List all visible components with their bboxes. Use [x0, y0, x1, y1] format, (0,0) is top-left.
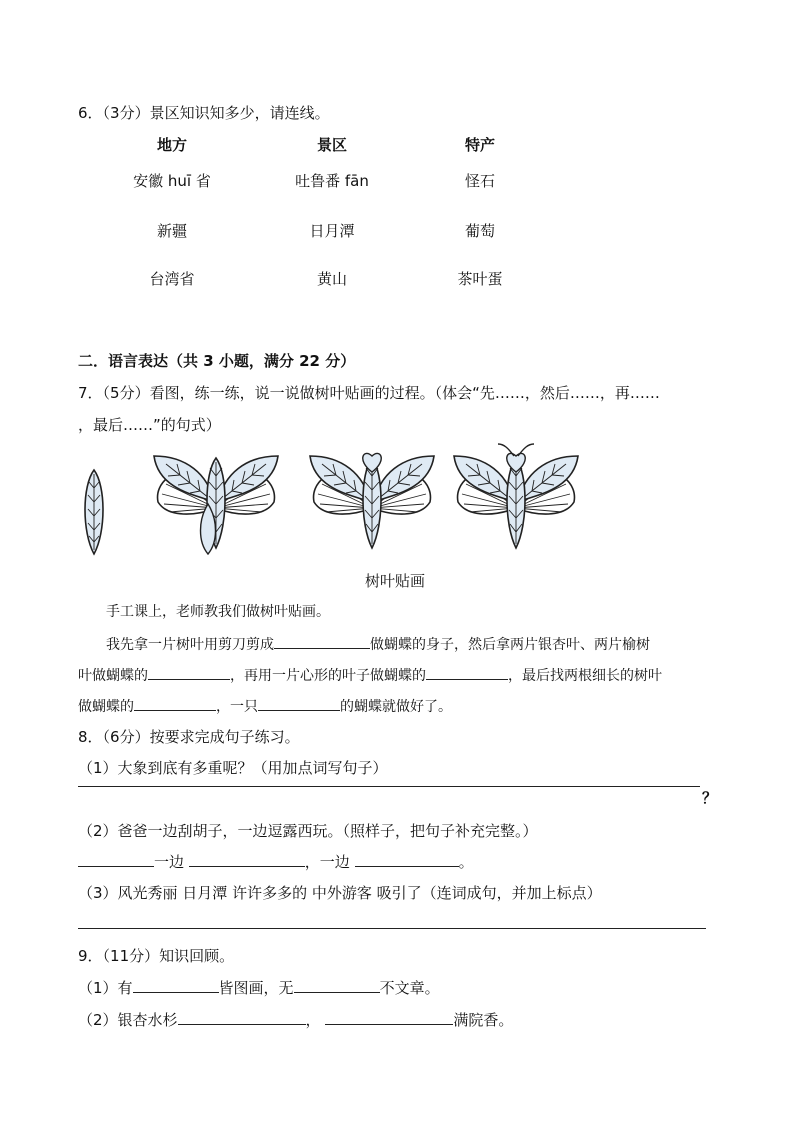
q9-s2-text-b: ， [305, 1011, 321, 1029]
q9-s1-text-b: 皆图画，无 [218, 979, 294, 997]
q8-sentence1: （1）大象到底有多重呢？（用加点词写句子） [78, 759, 388, 777]
q6-scenic-sunmoonlake: 日月潭 [309, 222, 355, 240]
q6-title: 6．（3分）景区知识知多少，请连线。 [78, 104, 330, 122]
section2-title: 二．语言表达（共 3 小题，满分 22 分） [78, 352, 356, 370]
q7-title-line1: 7．（5分）看图，练一练，说一说做树叶贴画的过程。（体会“先……，然后……，再…… [78, 384, 660, 402]
q7-paragraph-line1 [106, 632, 650, 654]
q6-place-anhui: 安徽 huī 省 [133, 172, 211, 190]
q8-s2-text-c: 。 [458, 853, 474, 871]
q8-title: 8．（6分）按要求完成句子练习。 [78, 728, 300, 746]
butterfly-step-3 [310, 453, 434, 548]
leaf-step-1 [85, 470, 103, 554]
q6-scenic-turpan: 吐鲁番 fān [295, 172, 369, 190]
q8-sentence2: （2）爸爸一边刮胡子，一边逗露西玩。（照样子，把句子补充完整。） [78, 822, 538, 840]
q9-s2-text-a: （2）银杏水杉 [78, 1011, 178, 1029]
q7-paragraph-line2 [78, 663, 662, 685]
q6-specialty-rocks: 怪石 [464, 172, 495, 190]
q6-header-place: 地方 [156, 136, 187, 154]
q7-blank-antennae[interactable] [134, 694, 216, 711]
q7-title-line2: ，最后……”的句式） [78, 416, 221, 434]
q7-blank-shape[interactable] [274, 632, 370, 649]
q7-blank-wings[interactable] [148, 663, 230, 680]
q7-p1-text-b: 做蝴蝶的身子，然后拿两片银杏叶、两片榆树 [370, 637, 650, 653]
q6-scenic-huangshan: 黄山 [316, 270, 347, 288]
q8-blank-subject[interactable] [78, 850, 154, 867]
q9-s1-text-c: 不文章。 [379, 979, 440, 997]
q7-p3-text-a: 做蝴蝶的 [78, 699, 134, 715]
q7-intro: 手工课上，老师教我们做树叶贴画。 [106, 604, 330, 620]
q6-place-taiwan: 台湾省 [149, 270, 195, 288]
q9-blank-2b[interactable] [325, 1008, 453, 1025]
q6-place-xinjiang: 新疆 [156, 222, 187, 240]
q9-blank-1b[interactable] [294, 976, 380, 993]
q8-blank-action1[interactable] [189, 850, 305, 867]
q7-p2-text-b: ，再用一片心形的叶子做蝴蝶的 [230, 668, 426, 684]
q7-blank-adjective[interactable] [258, 694, 340, 711]
butterfly-step-2 [154, 456, 278, 554]
q9-blank-1a[interactable] [133, 976, 219, 993]
q8-sentence1-question-mark: ？ [702, 789, 718, 807]
q8-s2-text-b: ，一边 [304, 853, 350, 871]
q9-item2 [78, 1008, 513, 1030]
q7-p3-text-c: 的蝴蝶就做好了。 [340, 699, 452, 715]
q8-answer-line-3[interactable] [78, 928, 706, 929]
q8-sentence3: （3）风光秀丽 日月潭 许许多多的 中外游客 吸引了（连词成句，并加上标点） [78, 884, 602, 902]
q7-paragraph-line3 [78, 694, 452, 716]
q9-title: 9．（11分）知识回顾。 [78, 947, 235, 965]
leaf-collage-illustration [76, 442, 586, 560]
q9-s2-text-c: 满院香。 [453, 1011, 514, 1029]
q9-blank-2a[interactable] [178, 1008, 306, 1025]
q7-p2-text-a: 叶做蝴蝶的 [78, 668, 148, 684]
q7-p1-text-a: 我先拿一片树叶用剪刀剪成 [106, 637, 274, 653]
q7-p3-text-b: ，一只 [216, 699, 258, 715]
q8-blank-action2[interactable] [355, 850, 459, 867]
q8-s2-text-a: 一边 [154, 853, 185, 871]
q8-answer-line-1[interactable] [78, 786, 700, 787]
q7-caption: 树叶贴画 [365, 572, 426, 590]
q6-specialty-grapes: 葡萄 [464, 222, 495, 240]
q6-header-scenic: 景区 [316, 136, 347, 154]
q7-p2-text-c: ，最后找两根细长的树叶 [508, 668, 662, 684]
q7-blank-head[interactable] [426, 663, 508, 680]
q9-item1 [78, 976, 440, 998]
q6-specialty-teaeggs: 茶叶蛋 [457, 270, 503, 288]
q8-sentence2-fill [78, 850, 474, 872]
butterfly-step-4 [454, 444, 578, 548]
q6-header-specialty: 特产 [464, 136, 495, 154]
q9-s1-text-a: （1）有 [78, 979, 133, 997]
